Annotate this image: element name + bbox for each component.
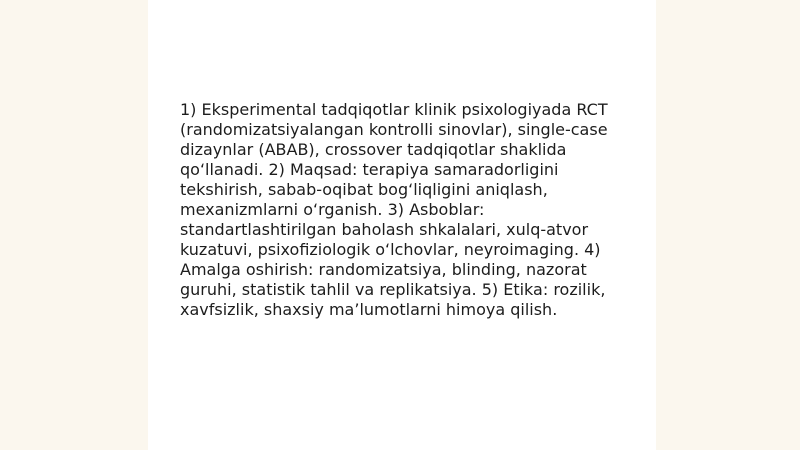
text-line: standartlashtirilgan baholash shkalalari, xulq-atvor <box>180 220 589 239</box>
text-line: qo‘llanadi. 2) Maqsad: terapiya samaradorligini <box>180 160 559 179</box>
text-line: mexanizmlarni o‘rganish. 3) Asboblar: <box>180 200 485 219</box>
text-line: tekshirish, sabab-oqibat bog‘liqligini aniqlash, <box>180 180 548 199</box>
text-line: Amalga oshirish: randomizatsiya, blinding, nazorat <box>180 260 587 279</box>
text-line: xavfsizlik, shaxsiy ma’lumotlarni himoya qilish. <box>180 300 558 319</box>
text-line: kuzatuvi, psixofiziologik o‘lchovlar, neyroimaging. 4) <box>180 240 601 259</box>
text-line: guruhi, statistik tahlil va replikatsiya. 5) Etika: rozilik, <box>180 280 606 299</box>
text-line: dizaynlar (ABAB), crossover tadqiqotlar shaklida <box>180 140 567 159</box>
text-line: 1) Eksperimental tadqiqotlar klinik psixologiyada RCT <box>180 100 608 119</box>
text-line: (randomizatsiyalangan kontrolli sinovlar), single-case <box>180 120 608 139</box>
body-paragraph <box>180 100 630 320</box>
document-page <box>148 0 656 450</box>
